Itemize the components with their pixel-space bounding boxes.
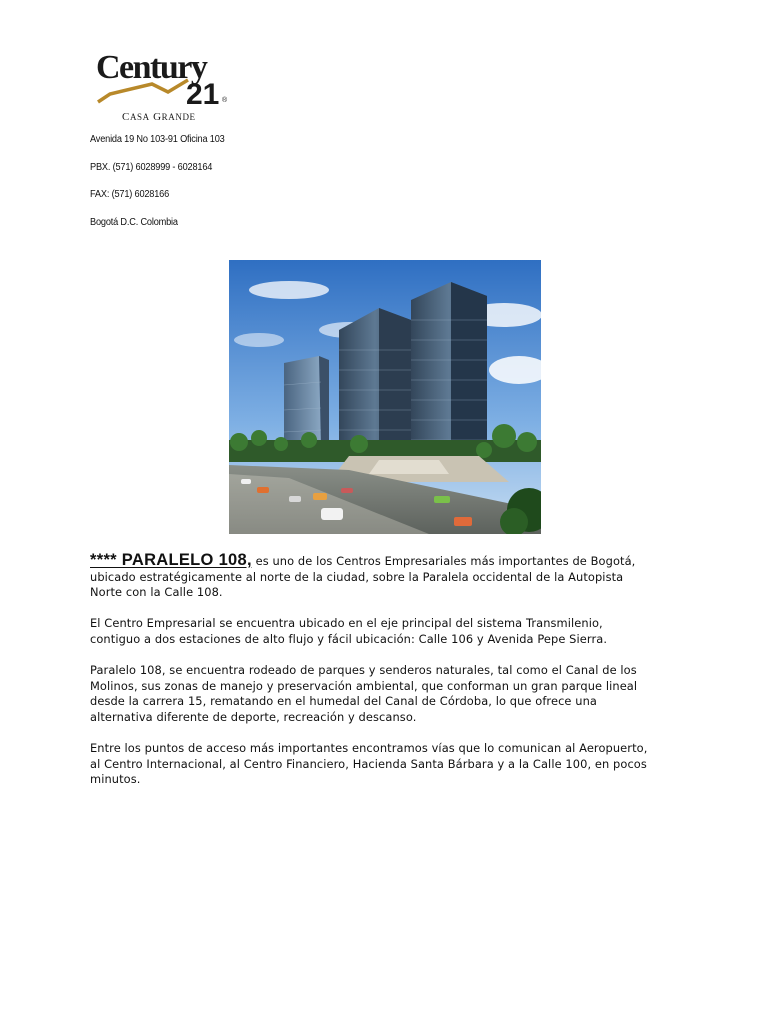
address-line: Avenida 19 No 103-91 Oficina 103 bbox=[90, 134, 225, 145]
phone-line: PBX. (571) 6028999 - 6028164 bbox=[90, 161, 213, 173]
intro-paragraph bbox=[90, 553, 650, 601]
paragraph-surroundings: Paralelo 108, se encuentra rodeado de parques y senderos naturales, tal como el Canal de los Molinos, sus zonas de manejo y preservación ambiental, que conforman un gran parque lineal desde la carrera 15, rematando en el humedal del Canal de Córdoba, lo que ofrece una alternativa diferente de deporte, recreación y descanso. bbox=[90, 663, 638, 724]
century21-logo bbox=[92, 44, 238, 128]
paragraph-access: Entre los puntos de acceso más importantes encontramos vías que lo comunican al Aeropuerto, al Centro Internacional, al Centro Financiero, Hacienda Santa Bárbara y a la Calle 100, en pocos minutos. bbox=[90, 741, 648, 787]
contact-block bbox=[90, 133, 366, 243]
svg-text:CASA GRANDE: CASA GRANDE bbox=[122, 111, 196, 123]
svg-text:®: ® bbox=[222, 97, 228, 104]
project-headline: **** PARALELO 108, bbox=[90, 551, 252, 569]
svg-text:Century: Century bbox=[96, 49, 207, 86]
building-rendering-image bbox=[229, 260, 541, 534]
svg-text:21: 21 bbox=[186, 78, 220, 111]
fax-line: FAX: (571) 6028166 bbox=[90, 189, 170, 200]
intro-text: es uno de los Centros Empresariales más importantes de Bogotá, ubicado estratégicamente al norte de la ciudad, sobre la Paralela occidental de la Autopista Norte con la Calle 108. bbox=[90, 554, 636, 600]
paragraph-location: El Centro Empresarial se encuentra ubicado en el eje principal del sistema Transmilenio, contiguo a dos estaciones de alto flujo y fácil ubicación: Calle 106 y Avenida Pepe Sierra. bbox=[90, 616, 608, 646]
document-body bbox=[90, 553, 650, 804]
city-line: Bogotá D.C. Colombia bbox=[90, 216, 178, 228]
